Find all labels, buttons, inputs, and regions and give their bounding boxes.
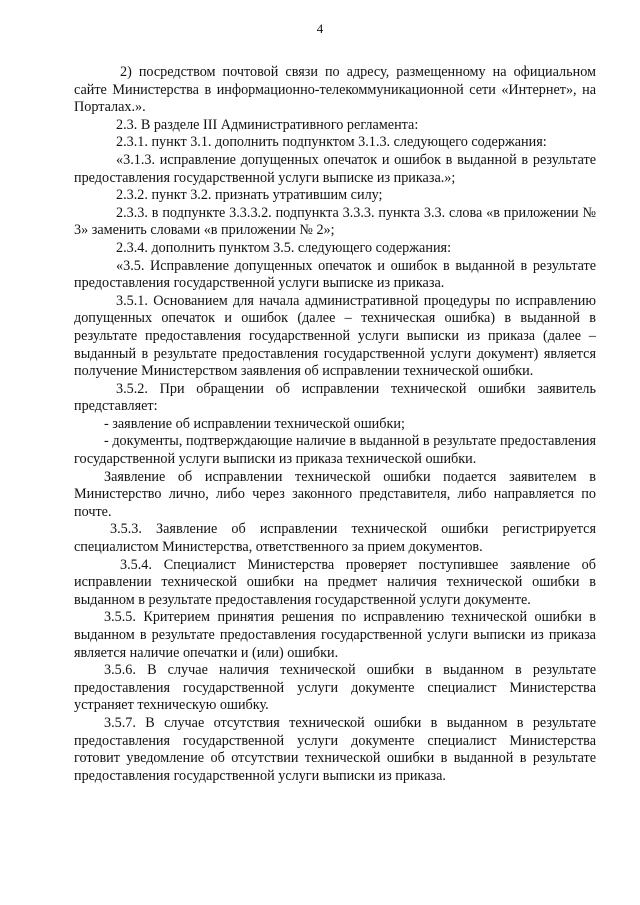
paragraph: Заявление об исправлении технической ошибки подается заявителем в Министерство лично, либо через законного представителя, либо направляется по почте. xyxy=(74,468,596,520)
paragraph: 3.5.6. В случае наличия технической ошибки в выданном в результате предоставления государственной услуги документе специалист Министерства устраняет техническую ошибку. xyxy=(74,662,596,714)
paragraph: 2.3.1. пункт 3.1. дополнить подпунктом 3.1.3. следующего содержания: xyxy=(116,134,547,151)
paragraph: «3.5. Исправление допущенных опечаток и ошибок в выданной в результате предоставления государственной услуги выписке из приказа. xyxy=(74,257,596,292)
paragraph: 3.5.4. Специалист Министерства проверяет поступившее заявление об исправлении технической ошибки на предмет наличия технической ошибки в выданном в результате предоставления государственной услуги документе. xyxy=(74,556,596,608)
paragraph: 3.5.1. Основанием для начала административной процедуры по исправлению допущенных опечаток и ошибок (далее – техническая ошибка) в выданной в результате предоставления государственной услуги выписки из приказа (далее – выданный в результате предоставления государственной услуги документ) является получение Министерством заявления об исправлении технической ошибки. xyxy=(74,292,596,380)
list-item: - документы, подтверждающие наличие в выданной в результате предоставления государственной услуги выписки из приказа технической ошибки. xyxy=(74,433,596,468)
paragraph: 3.5.5. Критерием принятия решения по исправлению технической ошибки в выданном в результате предоставления государственной услуги выписки из приказа является наличие опечатки и (или) ошибки. xyxy=(74,609,596,661)
page-number: 4 xyxy=(316,21,324,36)
paragraph: 2.3.4. дополнить пунктом 3.5. следующего содержания: xyxy=(116,239,452,256)
paragraph: 2) посредством почтовой связи по адресу, размещенному на официальном сайте Министерства в информационно-телекоммуникационной сети «Интернет», на Порталах.». xyxy=(74,64,596,116)
list-item: - заявление об исправлении технической ошибки; xyxy=(104,415,405,432)
paragraph: 2.3.3. в подпункте 3.3.3.2. подпункта 3.3.3. пункта 3.3. слова «в приложении № 3» заменить словами «в приложении № 2»; xyxy=(74,204,596,239)
paragraph: 2.3. В разделе III Административного регламента: xyxy=(116,116,419,133)
document-body xyxy=(74,64,596,785)
paragraph: 3.5.2. При обращении об исправлении технической ошибки заявитель представляет: xyxy=(74,380,596,415)
paragraph: 3.5.3. Заявление об исправлении технической ошибки регистрируется специалистом Министерства, ответственного за прием документов. xyxy=(74,521,596,556)
paragraph: 3.5.7. В случае отсутствия технической ошибки в выданном в результате предоставления государственной услуги документе специалист Министерства готовит уведомление об отсутствии технической ошибки в выданной в результате предоставления государственной услуги выписки из приказа. xyxy=(74,714,596,784)
paragraph: 2.3.2. пункт 3.2. признать утратившим силу; xyxy=(116,187,383,204)
paragraph: «3.1.3. исправление допущенных опечаток и ошибок в выданной в результате предоставления государственной услуги выписке из приказа.»; xyxy=(74,151,596,186)
